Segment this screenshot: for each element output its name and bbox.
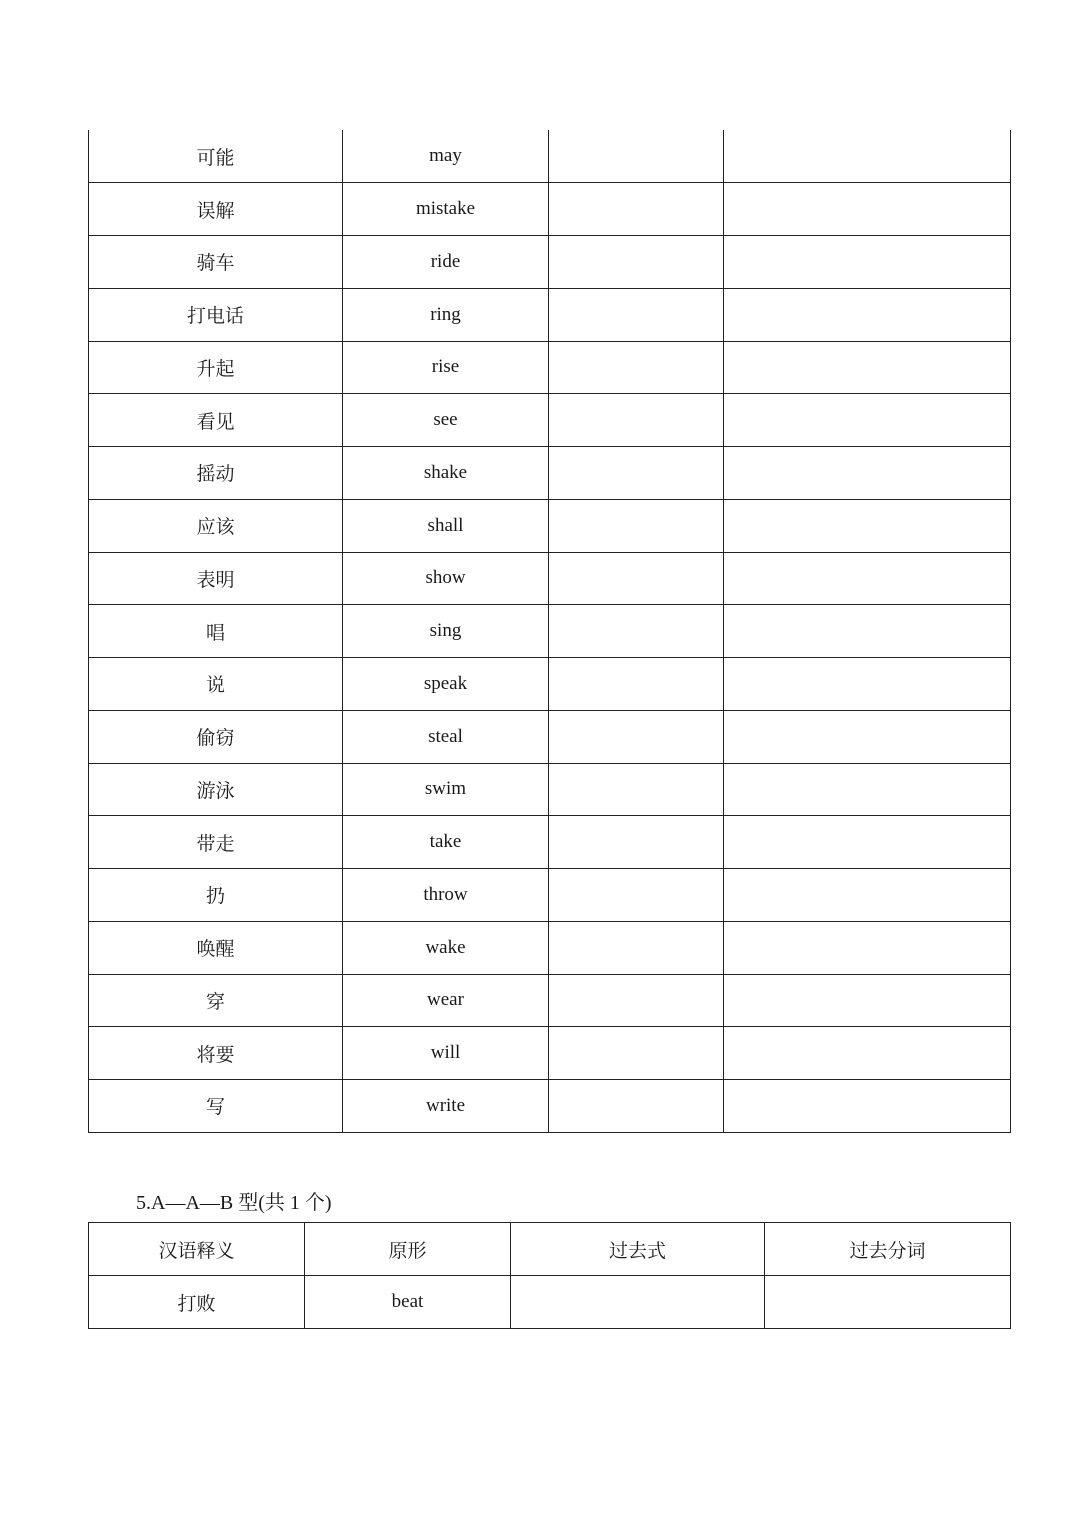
meaning-cell: 偷窃	[89, 710, 343, 763]
past-participle-cell[interactable]	[724, 1080, 1011, 1133]
table-row	[89, 236, 1011, 289]
table-row	[89, 552, 1011, 605]
meaning-cell: 骑车	[89, 236, 343, 289]
past-tense-cell[interactable]	[549, 710, 724, 763]
section-heading: 5.A—A—B 型(共 1 个)	[136, 1192, 332, 1214]
base-form-cell: wear	[343, 974, 549, 1027]
past-tense-cell[interactable]	[549, 552, 724, 605]
table-row	[89, 658, 1011, 711]
past-participle-cell[interactable]	[724, 1027, 1011, 1080]
past-tense-cell[interactable]	[549, 974, 724, 1027]
table-row	[89, 341, 1011, 394]
past-tense-cell[interactable]	[549, 394, 724, 447]
table-row	[89, 763, 1011, 816]
past-participle-cell[interactable]	[724, 288, 1011, 341]
past-tense-cell[interactable]	[549, 288, 724, 341]
base-form-cell: swim	[343, 763, 549, 816]
verb-table-aab	[88, 1222, 1011, 1329]
meaning-cell: 打败	[89, 1276, 305, 1329]
base-form-cell: wake	[343, 921, 549, 974]
meaning-cell: 唱	[89, 605, 343, 658]
table-row	[89, 710, 1011, 763]
meaning-cell: 写	[89, 1080, 343, 1133]
meaning-cell: 应该	[89, 499, 343, 552]
base-form-cell: ride	[343, 236, 549, 289]
meaning-cell: 将要	[89, 1027, 343, 1080]
past-tense-cell[interactable]	[549, 816, 724, 869]
table-row	[89, 1027, 1011, 1080]
past-tense-cell[interactable]	[549, 605, 724, 658]
past-participle-cell[interactable]	[724, 763, 1011, 816]
table-row	[89, 605, 1011, 658]
table-row	[89, 816, 1011, 869]
past-tense-cell[interactable]	[549, 447, 724, 500]
base-form-cell: may	[343, 130, 549, 183]
past-tense-cell[interactable]	[549, 763, 724, 816]
past-tense-cell[interactable]	[549, 236, 724, 289]
past-tense-cell[interactable]	[549, 1080, 724, 1133]
past-tense-cell[interactable]	[549, 658, 724, 711]
table-row	[89, 921, 1011, 974]
meaning-cell: 表明	[89, 552, 343, 605]
base-form-cell: show	[343, 552, 549, 605]
header-cell: 汉语释义	[89, 1223, 305, 1276]
past-participle-cell[interactable]	[724, 130, 1011, 183]
past-participle-cell[interactable]	[724, 710, 1011, 763]
base-form-cell: ring	[343, 288, 549, 341]
past-tense-cell[interactable]	[549, 341, 724, 394]
meaning-cell: 说	[89, 658, 343, 711]
table-row	[89, 1080, 1011, 1133]
past-participle-cell[interactable]	[724, 869, 1011, 922]
past-participle-cell[interactable]	[724, 816, 1011, 869]
table-row	[89, 974, 1011, 1027]
base-form-cell: write	[343, 1080, 549, 1133]
past-tense-cell[interactable]	[549, 921, 724, 974]
table-row	[89, 183, 1011, 236]
past-participle-cell[interactable]	[724, 605, 1011, 658]
past-participle-cell[interactable]	[724, 236, 1011, 289]
base-form-cell: rise	[343, 341, 549, 394]
past-tense-cell[interactable]	[549, 869, 724, 922]
meaning-cell: 可能	[89, 130, 343, 183]
meaning-cell: 穿	[89, 974, 343, 1027]
base-form-cell: shake	[343, 447, 549, 500]
past-participle-cell[interactable]	[724, 499, 1011, 552]
meaning-cell: 唤醒	[89, 921, 343, 974]
past-participle-cell[interactable]	[724, 921, 1011, 974]
base-form-cell: shall	[343, 499, 549, 552]
base-form-cell: see	[343, 394, 549, 447]
meaning-cell: 升起	[89, 341, 343, 394]
verb-table-main-body	[89, 130, 1011, 1132]
table-row	[89, 1276, 1011, 1329]
past-participle-cell[interactable]	[765, 1276, 1011, 1329]
meaning-cell: 扔	[89, 869, 343, 922]
meaning-cell: 游泳	[89, 763, 343, 816]
past-tense-cell[interactable]	[549, 1027, 724, 1080]
base-form-cell: mistake	[343, 183, 549, 236]
table-row	[89, 394, 1011, 447]
base-form-cell: speak	[343, 658, 549, 711]
past-participle-cell[interactable]	[724, 658, 1011, 711]
table-row	[89, 869, 1011, 922]
past-tense-cell[interactable]	[511, 1276, 765, 1329]
meaning-cell: 看见	[89, 394, 343, 447]
meaning-cell: 打电话	[89, 288, 343, 341]
past-participle-cell[interactable]	[724, 341, 1011, 394]
base-form-cell: sing	[343, 605, 549, 658]
past-participle-cell[interactable]	[724, 447, 1011, 500]
verb-table-aab-body	[89, 1223, 1011, 1329]
meaning-cell: 带走	[89, 816, 343, 869]
past-tense-cell[interactable]	[549, 183, 724, 236]
header-cell: 原形	[305, 1223, 511, 1276]
header-cell: 过去式	[511, 1223, 765, 1276]
table-header-row	[89, 1223, 1011, 1276]
past-participle-cell[interactable]	[724, 974, 1011, 1027]
table-row	[89, 130, 1011, 183]
past-participle-cell[interactable]	[724, 552, 1011, 605]
base-form-cell: will	[343, 1027, 549, 1080]
table-row	[89, 447, 1011, 500]
table-row	[89, 288, 1011, 341]
header-cell: 过去分词	[765, 1223, 1011, 1276]
past-participle-cell[interactable]	[724, 394, 1011, 447]
past-tense-cell[interactable]	[549, 130, 724, 183]
verb-table-main	[88, 130, 1011, 1133]
meaning-cell: 摇动	[89, 447, 343, 500]
table-row	[89, 499, 1011, 552]
meaning-cell: 误解	[89, 183, 343, 236]
base-form-cell: beat	[305, 1276, 511, 1329]
past-tense-cell[interactable]	[549, 499, 724, 552]
base-form-cell: take	[343, 816, 549, 869]
base-form-cell: steal	[343, 710, 549, 763]
past-participle-cell[interactable]	[724, 183, 1011, 236]
base-form-cell: throw	[343, 869, 549, 922]
